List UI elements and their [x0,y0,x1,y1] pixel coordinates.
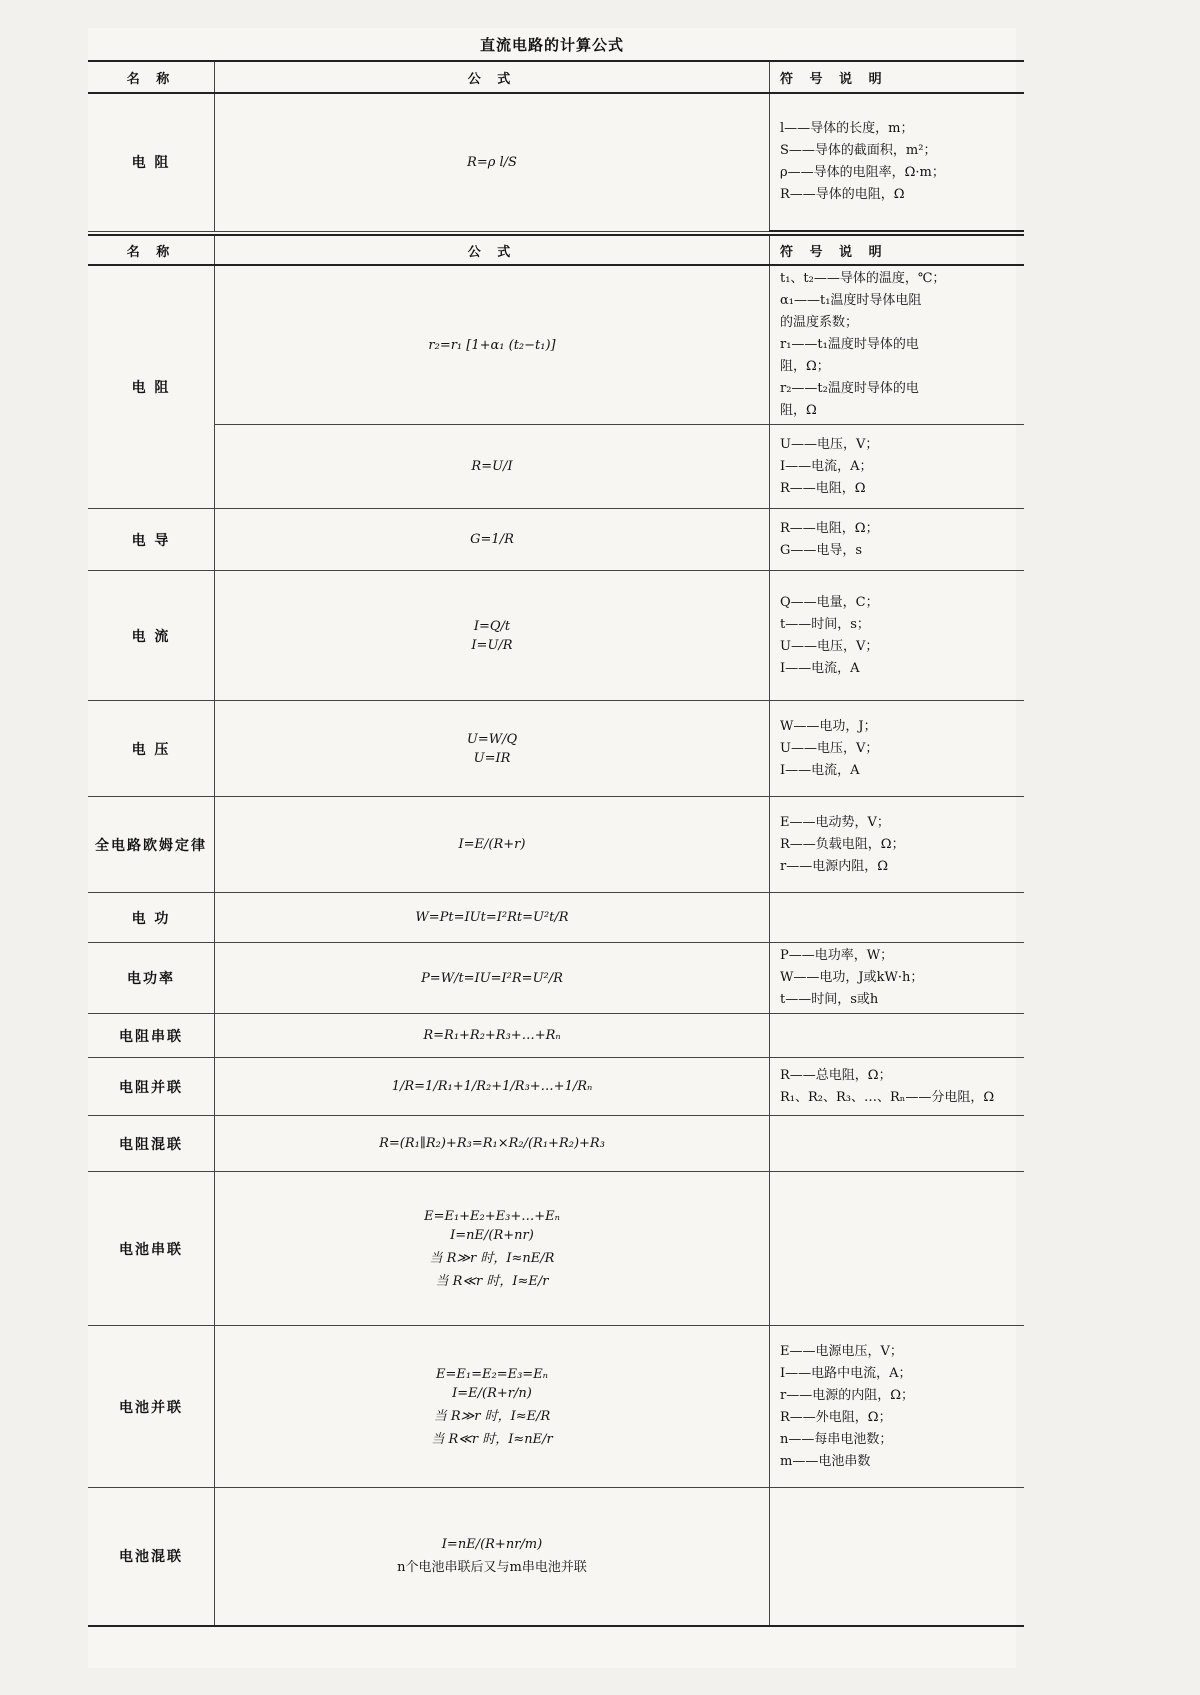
formula-text: P=W/t=IU=I²R=U²/R [421,970,563,986]
symbol-line: I——电流，A [780,660,860,676]
table-row [88,893,1024,943]
row-symbols [770,425,1025,509]
row-name: 电阻串联 [88,1014,215,1058]
row-name: 电功率 [88,943,215,1014]
dc-formula-table [88,234,1024,1627]
row-name: 电池并联 [88,1326,215,1488]
header-formula: 公 式 [215,61,770,93]
symbol-line: W——电功，J或kW·h； [780,970,924,985]
row-symbols [770,943,1025,1014]
symbol-line: r₁——t₁温度时导体的电 [780,337,919,352]
resistance-definition-table [88,60,1024,232]
row-symbols [770,1116,1025,1172]
symbol-line: I——电路中电流，A； [780,1365,912,1381]
row-formula [215,93,770,231]
row-formula [215,797,770,893]
formula-text: I=nE/(R+nr) [450,1227,534,1243]
table-row [88,1326,1024,1488]
symbol-line: r₂——t₂温度时导体的电 [780,381,919,396]
row-formula [215,943,770,1014]
row-symbols [770,797,1025,893]
formula-text: R=R₁+R₂+R₃+…+Rₙ [423,1028,561,1043]
symbol-line: R——负载电阻，Ω； [780,836,905,852]
table-header-row [88,61,1024,93]
table-row [88,425,1024,509]
row-formula [215,265,770,425]
row-symbols [770,571,1025,701]
row-formula [215,893,770,943]
header-formula: 公 式 [215,235,770,265]
symbol-line: W——电功，J； [780,718,877,734]
formula-text: n个电池串联后又与m串电池并联 [397,1560,587,1576]
symbol-line: m——电池串数 [780,1453,871,1469]
table-row [88,701,1024,797]
row-symbols [770,509,1025,571]
table-row [88,797,1024,893]
formula-text: r₂=r₁ [1+α₁ (t₂−t₁)] [428,337,556,353]
table-header-row [88,235,1024,265]
table-row [88,1116,1024,1172]
symbol-line: U——电压，V； [780,638,879,654]
symbol-line: R——电阻，Ω [780,480,866,496]
symbol-line: ρ——导体的电阻率，Ω·m； [780,165,945,180]
row-symbols [770,1326,1025,1488]
row-symbols [770,1488,1025,1626]
symbol-line: U——电压，V； [780,436,879,452]
symbol-line: t——时间，s； [780,616,870,632]
formula-text: U=IR [473,750,511,766]
formula-text: R=U/I [471,459,513,474]
symbol-line: R——电阻，Ω； [780,520,879,536]
formula-rows [88,265,1024,1626]
header-symbol: 符 号 说 明 [770,235,1025,265]
row-name: 电 压 [88,701,215,797]
header-name: 名 称 [88,61,215,93]
symbol-line: E——电源电压，V； [780,1343,903,1359]
row-formula [215,571,770,701]
formula-text: 当 R≫r 时，I≈E/R [433,1408,551,1424]
row-formula [215,425,770,509]
formula-text: I=nE/(R+nr/m) [441,1537,543,1553]
row-name: 电 流 [88,571,215,701]
row-symbols [770,893,1025,943]
row-name: 电 导 [88,509,215,571]
table-row [88,1014,1024,1058]
symbol-line: S——导体的截面积，m²； [780,143,937,158]
symbol-line: G——电导，s [780,542,863,558]
formula-text: 当 R≫r 时，I≈nE/R [429,1250,555,1266]
row-name: 电池混联 [88,1488,215,1626]
formula-text: I=U/R [471,637,513,653]
symbol-line: R——总电阻，Ω； [780,1067,892,1083]
table-row [88,1058,1024,1116]
row-name: 电 阻 [88,93,215,231]
row-formula [215,1058,770,1116]
row-symbols [770,701,1025,797]
table-row [88,1488,1024,1626]
row-formula [215,701,770,797]
row-symbols [770,1172,1025,1326]
symbol-line: 的温度系数； [780,315,859,330]
table-row [88,1172,1024,1326]
formula-text: R=ρ l/S [467,154,517,170]
symbol-line: I——电流，A [780,762,860,778]
formula-text: R=(R₁∥R₂)+R₃=R₁×R₂/(R₁+R₂)+R₃ [379,1136,605,1151]
header-symbol: 符 号 说 明 [770,61,1025,93]
formula-text: U=W/Q [466,731,518,747]
table-row [88,943,1024,1014]
row-formula [215,509,770,571]
symbol-line: E——电动势，V； [780,814,890,830]
symbol-line: n——每串电池数； [780,1431,893,1447]
formula-text: E=E₁=E₂=E₃=Eₙ [436,1366,548,1382]
symbol-line: R——导体的电阻，Ω [780,187,905,202]
formula-text: 当 R≪r 时，I≈nE/r [431,1431,553,1447]
row-formula [215,1116,770,1172]
document-title: 直流电路的计算公式 [479,36,624,54]
row-name: 电阻并联 [88,1058,215,1116]
document-page [88,28,1016,1668]
formula-text: 1/R=1/R₁+1/R₂+1/R₃+…+1/Rₙ [391,1079,593,1094]
row-symbols [770,1014,1025,1058]
row-symbols [770,1058,1025,1116]
symbol-line: l——导体的长度，m； [780,121,914,136]
row-formula [215,1488,770,1626]
formula-text: I=E/(R+r) [458,837,526,852]
symbol-line: 阻，Ω； [780,359,830,374]
row-name: 全电路欧姆定律 [88,797,215,893]
row-name: 电 阻 [88,265,215,509]
row-name: 电池串联 [88,1172,215,1326]
formula-text: I=Q/t [473,618,511,634]
table-row [88,571,1024,701]
table-row [88,93,1024,231]
symbol-line: Q——电量，C； [780,594,879,610]
symbol-line: t——时间，s或h [780,992,879,1007]
row-formula [215,1014,770,1058]
formula-text: W=Pt=IUt=I²Rt=U²t/R [415,910,569,925]
row-name: 电 功 [88,893,215,943]
formula-text: G=1/R [470,532,514,547]
formula-text: I=E/(R+r/n) [452,1385,532,1401]
row-name: 电阻混联 [88,1116,215,1172]
formula-text: E=E₁+E₂+E₃+…+Eₙ [424,1208,560,1224]
symbol-line: 阻，Ω [780,403,817,418]
symbol-line: R₁、R₂、R₃、…、Rₙ——分电阻，Ω [780,1089,995,1105]
symbol-line: α₁——t₁温度时导体电阻 [780,293,922,308]
header-name: 名 称 [88,235,215,265]
row-formula [215,1172,770,1326]
symbol-line: r——电源的内阻，Ω； [780,1387,914,1403]
formula-text: 当 R≪r 时，I≈E/r [435,1273,549,1289]
symbol-line: P——电功率，W； [780,948,894,963]
symbol-line: I——电流，A； [780,458,873,474]
row-symbols [770,265,1025,425]
symbol-line: R——外电阻，Ω； [780,1409,892,1425]
symbol-line: r——电源内阻，Ω [780,858,888,874]
symbol-line: U——电压，V； [780,740,879,756]
symbol-line: t₁、t₂——导体的温度，℃； [780,271,946,286]
table-row [88,265,1024,425]
row-formula [215,1326,770,1488]
table-row [88,509,1024,571]
row-symbols [770,93,1025,231]
